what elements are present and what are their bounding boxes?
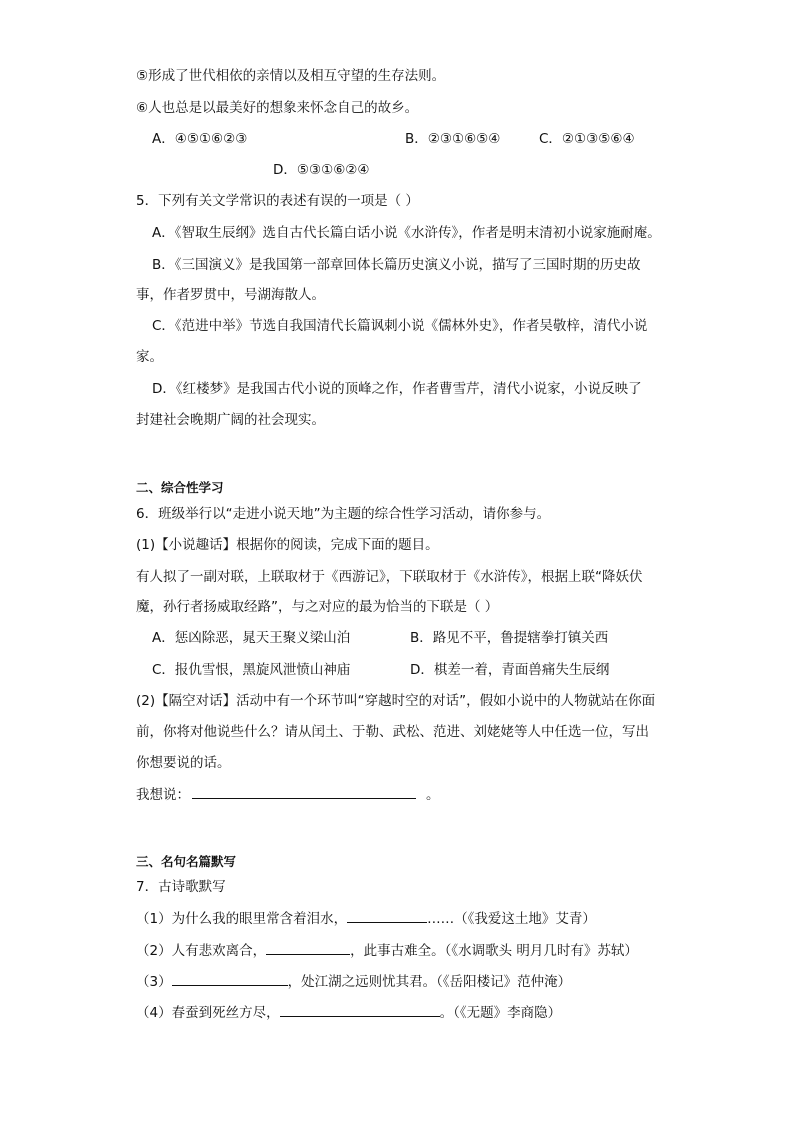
section-3-heading: 三、名句名篇默写 (136, 854, 237, 869)
q5-option-b-line1: B．《三国演义》是我国第一部章回体长篇历史演义小说，描写了三国时期的历史故 (152, 257, 641, 273)
q7-blank-4[interactable] (280, 1002, 440, 1017)
q5-option-c-line2: 家。 (136, 349, 163, 365)
q7-line-3-pre: （3） (136, 974, 172, 990)
q6-part1-stem: (1)【小说趣话】根据你的阅读，完成下面的题目。 (136, 537, 439, 553)
q5-stem: 5．下列有关文学常识的表述有误的一项是（ ） (136, 193, 419, 209)
q4-item-5: ⑤形成了世代相依的亲情以及相互守望的生存法则。 (136, 68, 446, 84)
q7-stem: 7．古诗歌默写 (136, 879, 226, 895)
q4-option-a: A．④⑤①⑥②③ (152, 131, 248, 147)
q7-line-1-post: ……（《我爱这土地》艾青） (427, 911, 596, 927)
q7-line-1-pre: （1）为什么我的眼里常含着泪水， (136, 911, 348, 927)
q5-option-d-line1: D．《红楼梦》是我国古代小说的顶峰之作，作者曹雪芹，清代小说家，小说反映了 (152, 381, 642, 397)
q7-blank-3[interactable] (172, 971, 288, 986)
answer-blank[interactable] (192, 784, 416, 799)
q6-option-a: A．惩凶除恶，晁天王聚义梁山泊 (152, 630, 351, 646)
q6-stem: 6．班级举行以“走进小说天地”为主题的综合性学习活动，请你参与。 (136, 506, 551, 522)
q6-part1-text-line2: 魔，孙行者扬威取经路”，与之对应的最为恰当的下联是（ ） (136, 599, 499, 615)
q5-option-a: A．《智取生辰纲》选自古代长篇白话小说《水浒传》，作者是明末清初小说家施耐庵。 (152, 225, 661, 241)
q7-line-2-pre: （2）人有悲欢离合， (136, 943, 267, 959)
q6-option-c: C．报仇雪恨，黑旋风泄愤山神庙 (152, 662, 351, 678)
q7-line-4-post: 。（《无题》李商隐） (439, 1005, 562, 1021)
answer-suffix: 。 (426, 787, 440, 803)
q4-option-c: C．②①③⑤⑥④ (539, 131, 635, 147)
q6-answer-line (136, 784, 440, 805)
q7-line-4-pre: （4）春蚕到死丝方尽， (136, 1005, 280, 1021)
q7-line-1 (136, 908, 596, 929)
q7-line-2 (136, 940, 638, 961)
q6-option-b: B．路见不平，鲁提辖拳打镇关西 (410, 630, 609, 646)
q4-option-d: D．⑤③①⑥②④ (273, 162, 370, 178)
q5-option-c-line1: C．《范进中举》节选自我国清代长篇讽刺小说《儒林外史》，作者吴敬梓，清代小说 (152, 318, 648, 334)
q7-line-4 (136, 1002, 561, 1023)
q7-blank-2[interactable] (266, 940, 350, 955)
q5-option-b-line2: 事，作者罗贯中，号湖海散人。 (136, 287, 325, 303)
q4-item-6: ⑥人也总是以最美好的想象来怀念自己的故乡。 (136, 100, 419, 116)
q6-part1-text-line1: 有人拟了一副对联，上联取材于《西游记》，下联取材于《水浒传》，根据上联“降妖伏 (136, 569, 643, 585)
section-2-heading: 二、综合性学习 (136, 480, 224, 495)
q6-part2-line3: 你想要说的话。 (136, 755, 231, 771)
answer-prefix: 我想说： (136, 787, 190, 803)
q4-option-b: B．②③①⑥⑤④ (405, 131, 501, 147)
q7-line-3-post: ，处江湖之远则忧其君。（《岳阳楼记》范仲淹） (287, 974, 572, 990)
q6-part2-line2: 前，你将对他说些什么？请从闰土、于勒、武松、范进、刘姥姥等人中任选一位，写出 (136, 724, 649, 740)
q5-option-d-line2: 封建社会晚期广阔的社会现实。 (136, 412, 325, 428)
q7-line-3 (136, 971, 571, 992)
q6-part2-line1: (2)【隔空对话】活动中有一个环节叫“穿越时空的对话”，假如小说中的人物就站在你面 (136, 693, 656, 709)
q6-option-d: D．棋差一着，青面兽痛失生辰纲 (410, 662, 610, 678)
q7-blank-1[interactable] (347, 908, 427, 923)
q7-line-2-post: ，此事古难全。（《水调歌头 明月几时有》苏轼） (350, 943, 638, 959)
